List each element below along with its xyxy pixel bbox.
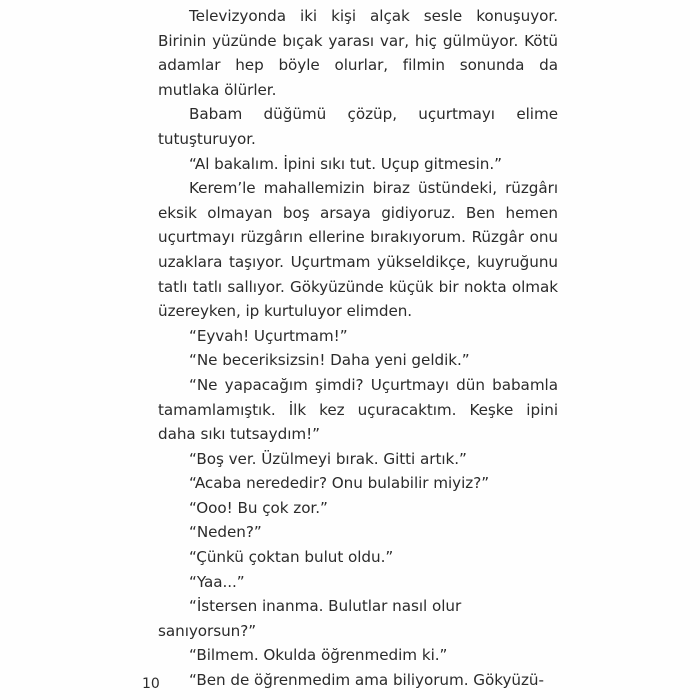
body-text-column [158, 4, 558, 693]
paragraph-dialogue-12: “Bilmem. Okulda öğrenmedim ki.” [189, 646, 448, 665]
paragraph-dialogue-3: “Ne beceriksizsin! Daha yeni geldik.” [189, 351, 470, 370]
paragraph-narrative-3: Kerem’le mahallemizin biraz üstündeki, rüzgârı eksik olmayan boş arsaya gidiyoruz. Ben hemen uçurtmayı rüzgârın ellerine bırakıyorum. Rüzgâr onu uzaklara taşıyor. Uçurtmam yükseldikçe, kuyruğunu tatlı tatlı sallıyor. Gökyüzünde küçük bir nokta olmak üzereyken, ip kurtuluyor elimden. [158, 179, 558, 321]
paragraph-dialogue-1: “Al bakalım. İpini sıkı tut. Uçup gitmesin.” [189, 154, 502, 173]
paragraph-dialogue-10: “Yaa...” [189, 572, 245, 591]
paragraph-dialogue-6: “Acaba nerededir? Onu bulabilir miyiz?” [189, 474, 490, 493]
paragraph-dialogue-11: “İstersen inanma. Bulutlar nasıl olur sanıyorsun?” [158, 597, 462, 640]
paragraph-narrative-2: Babam düğümü çözüp, uçurtmayı elime tutuşturuyor. [158, 105, 558, 148]
paragraph-dialogue-9: “Çünkü çoktan bulut oldu.” [189, 548, 394, 567]
paragraph-dialogue-4: “Ne yapacağım şimdi? Uçurtmayı dün babamla tamamlamıştık. İlk kez uçuracaktım. Keşke ipini daha sıkı tutsaydım!” [158, 375, 558, 444]
paragraph-dialogue-13-continued: “Ben de öğrenmedim ama biliyorum. Gökyüzü- [189, 671, 544, 690]
paragraph-narrative-1: Televizyonda iki kişi alçak sesle konuşuyor. Birinin yüzünde bıçak yarası var, hiç gülmüyor. Kötü adamlar hep böyle olurlar, filmin sonunda da mutlaka ölürler. [158, 7, 558, 99]
paragraph-dialogue-5: “Boş ver. Üzülmeyi bırak. Gitti artık.” [189, 449, 467, 468]
paragraph-dialogue-2: “Eyvah! Uçurtmam!” [189, 326, 348, 345]
page-number: 10 [142, 676, 160, 692]
paragraph-dialogue-8: “Neden?” [189, 523, 262, 542]
paragraph-dialogue-7: “Ooo! Bu çok zor.” [189, 498, 328, 517]
